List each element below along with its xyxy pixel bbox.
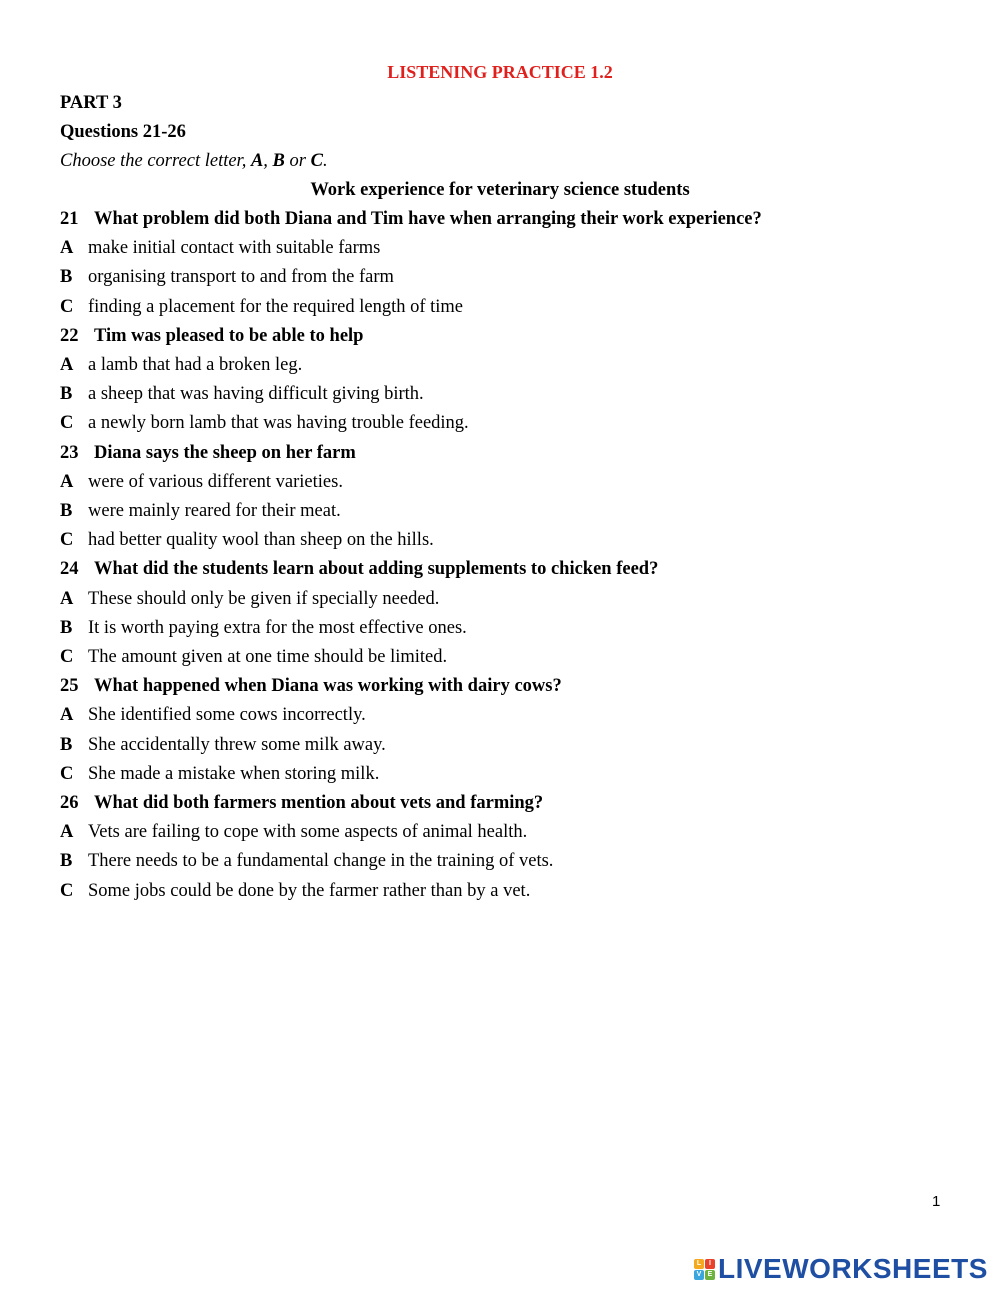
option-22-c	[60, 412, 469, 434]
brand-name: LIVEWORKSHEETS	[718, 1253, 988, 1284]
question-26	[60, 792, 543, 814]
question-22	[60, 325, 363, 347]
question-number: 24	[60, 559, 79, 579]
option-letter: A	[60, 472, 74, 492]
option-text: finding a placement for the required length of time	[88, 297, 464, 317]
question-21	[60, 208, 762, 230]
option-letter: A	[60, 238, 74, 258]
option-text: a sheep that was having difficult giving birth.	[88, 384, 424, 404]
option-text: The amount given at one time should be limited.	[88, 647, 448, 667]
question-number: 23	[60, 443, 79, 463]
option-25-c	[60, 763, 379, 785]
questions-range: Questions 21-26	[60, 122, 186, 142]
option-text: She made a mistake when storing milk.	[88, 764, 380, 784]
question-number: 22	[60, 326, 79, 346]
option-letter: C	[60, 297, 74, 317]
option-letter: C	[60, 530, 74, 550]
option-letter: C	[60, 881, 74, 901]
option-22-a	[60, 354, 302, 376]
option-22-b	[60, 383, 424, 405]
page-number: 1	[932, 1193, 941, 1210]
option-23-b	[60, 500, 341, 522]
question-text: Diana says the sheep on her farm	[94, 443, 356, 463]
option-letter: B	[60, 618, 73, 638]
option-25-a	[60, 704, 366, 726]
question-text: What happened when Diana was working with dairy cows?	[94, 676, 562, 696]
option-21-c	[60, 296, 463, 318]
liveworksheets-logo-icon: L I V E	[694, 1259, 715, 1280]
instruction: Choose the correct letter, A, B or C.	[60, 151, 328, 171]
option-26-a	[60, 821, 527, 843]
option-24-a	[60, 588, 439, 610]
option-text: a lamb that had a broken leg.	[88, 355, 303, 375]
part-heading: PART 3	[60, 93, 122, 113]
option-23-a	[60, 471, 343, 493]
option-21-a	[60, 237, 380, 259]
option-text: It is worth paying extra for the most effective ones.	[88, 618, 467, 638]
question-text: What did both farmers mention about vets and farming?	[94, 793, 544, 813]
question-number: 26	[60, 793, 79, 813]
option-letter: B	[60, 735, 73, 755]
brand-logo	[694, 1254, 988, 1284]
option-letter: A	[60, 589, 74, 609]
option-letter: B	[60, 384, 73, 404]
option-text: a newly born lamb that was having trouble feeding.	[88, 413, 469, 433]
option-26-c	[60, 880, 530, 902]
question-number: 21	[60, 209, 79, 229]
option-text: She accidentally threw some milk away.	[88, 735, 386, 755]
option-text: Vets are failing to cope with some aspects of animal health.	[88, 822, 528, 842]
option-text: were mainly reared for their meat.	[88, 501, 341, 521]
question-25	[60, 675, 562, 697]
option-letter: A	[60, 355, 74, 375]
option-text: She identified some cows incorrectly.	[88, 705, 366, 725]
question-text: What did the students learn about adding supplements to chicken feed?	[94, 559, 659, 579]
option-text: There needs to be a fundamental change in the training of vets.	[88, 851, 554, 871]
question-number: 25	[60, 676, 79, 696]
option-letter: C	[60, 764, 74, 784]
option-letter: C	[60, 647, 74, 667]
option-24-b	[60, 617, 467, 639]
question-text: What problem did both Diana and Tim have when arranging their work experience?	[94, 209, 762, 229]
question-23	[60, 442, 356, 464]
option-text: make initial contact with suitable farms	[88, 238, 381, 258]
option-21-b	[60, 266, 394, 288]
page-title: LISTENING PRACTICE 1.2	[387, 62, 613, 82]
option-letter: B	[60, 267, 73, 287]
option-letter: A	[60, 822, 74, 842]
question-text: Tim was pleased to be able to help	[94, 326, 364, 346]
option-25-b	[60, 734, 386, 756]
option-letter: C	[60, 413, 74, 433]
option-23-c	[60, 529, 434, 551]
question-24	[60, 558, 658, 580]
option-letter: A	[60, 705, 74, 725]
option-text: had better quality wool than sheep on the hills.	[88, 530, 434, 550]
option-text: were of various different varieties.	[88, 472, 343, 492]
option-text: Some jobs could be done by the farmer rather than by a vet.	[88, 881, 531, 901]
option-letter: B	[60, 501, 73, 521]
option-26-b	[60, 850, 553, 872]
option-text: organising transport to and from the farm	[88, 267, 394, 287]
section-subtitle: Work experience for veterinary science students	[310, 180, 690, 200]
option-letter: B	[60, 851, 73, 871]
option-text: These should only be given if specially needed.	[88, 589, 440, 609]
option-24-c	[60, 646, 447, 668]
